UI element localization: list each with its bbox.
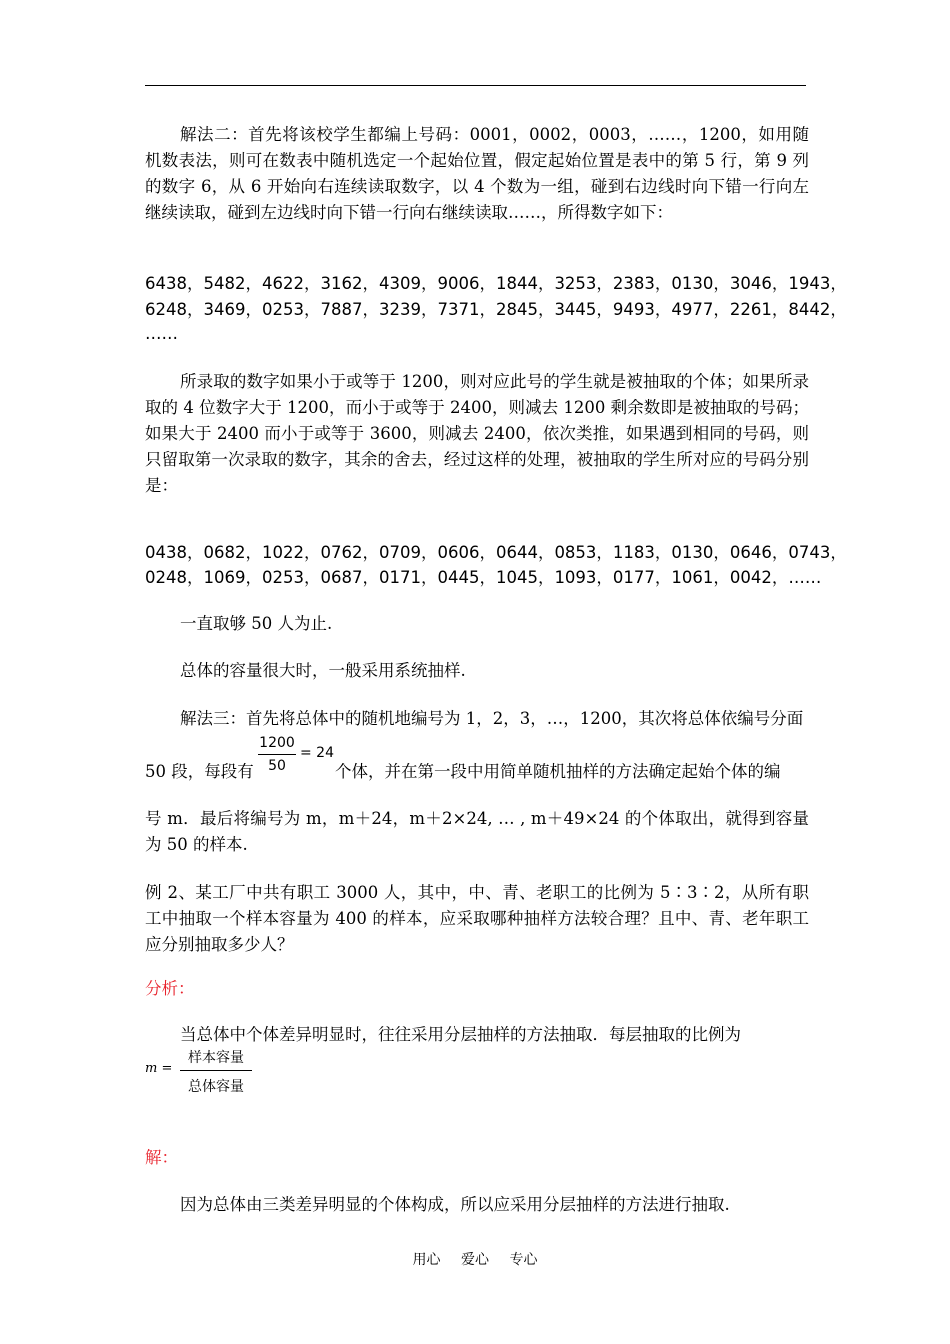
fraction-result: = 24 [300,745,334,761]
solution-text: 因为总体由三类差异明显的个体构成，所以应采用分层抽样的方法进行抽取. [180,1195,730,1214]
fraction-numerator: 1200 [259,735,295,751]
random-numbers-line-3: …… [145,324,178,343]
formula-bar [180,1070,252,1071]
footer-item: 专心 [509,1252,538,1268]
formula-numerator: 样本容量 [188,1050,244,1066]
system-sampling-note: 总体的容量很大时，一般采用系统抽样. [180,661,466,680]
segment-fraction [258,735,296,785]
selected-numbers-line-2: 0248，1069，0253，0687，0171，0445，1045，1093，0177，1061，0042，…… [145,568,822,587]
selected-numbers-line-1: 0438，0682，1022，0762，0709，0606，0644，0853，1183，0130，0646，0743， [145,543,847,562]
method3-line-1: 解法三：首先将总体中的随机地编号为 1，2，3，…，1200，其次将总体依编号分面 [180,709,804,728]
selection-rule-paragraph: 所录取的数字如果小于或等于 1200，则对应此号的学生就是被抽取的个体；如果所录取的 4 位数字大于 1200，而小于或等于 2400，则减去 1200 剩余数即是被抽取的号码；如果大于 2400 而小于或等于 3600，则减去 2400，依次类推，如果遇到相同的号码，则只留取第一次录取的数字，其余的舍去，经过这样的处理，被抽取的学生所对应的号码分别是： [145,372,809,495]
header-rule [145,85,806,86]
formula-lhs: m = [145,1061,173,1076]
method3-line-2-end: 个体，并在第一段中用简单随机抽样的方法确定起始个体的编 [335,762,781,781]
fraction-denominator: 50 [268,758,286,774]
random-numbers-line-2: 6248，3469，0253，7887，3239，7371，2845，3445，9493，4977，2261，8442， [145,300,847,319]
random-numbers-line-1: 6438，5482，4622，3162，4309，9006，1844，3253，2383，0130，3046，1943， [145,274,847,293]
footer-item: 用心 [412,1252,441,1268]
footer-item: 爱心 [461,1252,489,1268]
fraction-bar [258,754,296,755]
method2-paragraph: 解法二：首先将该校学生都编上号码：0001，0002，0003，……，1200，如用随机数表法，则可在数表中随机选定一个起始位置，假定起始位置是表中的第 5 行，第 9 列的数字 6，从 6 开始向右连续读取数字，以 4 个数为一组，碰到右边线时向下错一行向左继续读取，碰到左边线时向下错一行向右继续读取……，所得数字如下： [145,125,809,222]
analysis-text: 当总体中个体差异明显时，往往采用分层抽样的方法抽取．每层抽取的比例为 [180,1025,741,1044]
page-footer [0,1249,950,1269]
method3-line-2-start: 50 段，每段有 [145,762,254,781]
solution-label: 解： [145,1148,178,1167]
example-2-text: 例 2、某工厂中共有职工 3000 人，其中，中、青、老职工的比例为 5∶3∶2，从所有职工中抽取一个样本容量为 400 的样本，应采取哪种抽样方法较合理？且中、青、老年职工应分别抽取多少人？ [145,883,809,954]
until-fifty-line: 一直取够 50 人为止. [180,614,333,633]
analysis-label: 分析： [145,979,195,998]
formula-denominator: 总体容量 [188,1079,244,1095]
method3-line-3: 号 m．最后将编号为 m，m＋24，m＋2×24, … , m＋49×24 的个体取出，就得到容量为 50 的样本. [145,809,809,854]
ratio-formula [145,1047,255,1099]
